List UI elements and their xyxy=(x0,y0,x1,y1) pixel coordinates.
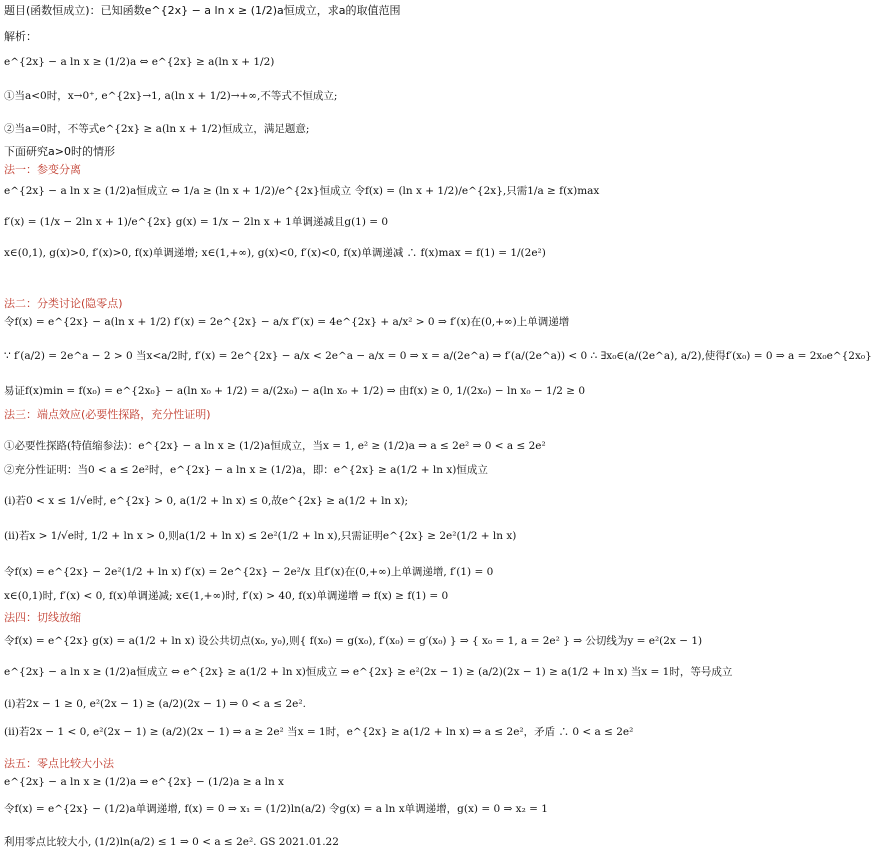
section-heading: 法五：零点比较大小法 xyxy=(4,757,114,770)
text-line: e^{2x} − a ln x ≥ (1/2)a恒成立 ⇔ 1/a ≥ (ln x + 1/2)/e^{2x}恒成立 令f(x) = (ln x + 1/2)/e^{2x},只需1/a ≥ f(x)max xyxy=(4,185,600,197)
section-heading: 法一：参变分离 xyxy=(4,163,81,176)
section-heading: 法二：分类讨论(隐零点) xyxy=(4,297,123,310)
text-line: 令f(x) = e^{2x} g(x) = a(1/2 + ln x) 设公共切点(x₀, y₀),则{ f(x₀) = g(x₀), f′(x₀) = g′(x₀) } ⇒ { x₀ = 1, a = 2e² } ⇒ 公切线为y = e²(2x − 1) xyxy=(4,635,703,647)
text-line: e^{2x} − a ln x ≥ (1/2)a恒成立 ⇔ e^{2x} ≥ a(1/2 + ln x)恒成立 ⇒ e^{2x} ≥ e²(2x − 1) ≥ (a/2)(2x − 1) ≥ a(1/2 + ln x) 当x = 1时，等号成立 xyxy=(4,666,733,678)
text-line: 题目(函数恒成立)：已知函数e^{2x} − a ln x ≥ (1/2)a恒成立，求a的取值范围 xyxy=(4,4,401,17)
section-heading: 法三：端点效应(必要性探路，充分性证明) xyxy=(4,408,211,421)
text-line: 解析： xyxy=(4,30,37,43)
section-heading: 法四：切线放缩 xyxy=(4,611,81,624)
text-line: e^{2x} − a ln x ≥ (1/2)a ⇔ e^{2x} ≥ a(ln x + 1/2) xyxy=(4,56,275,68)
text-line: 利用零点比较大小, (1/2)ln(a/2) ≤ 1 ⇒ 0 < a ≤ 2e². GS 2021.01.22 xyxy=(4,836,339,848)
text-line: 令f(x) = e^{2x} − 2e²(1/2 + ln x) f′(x) = 2e^{2x} − 2e²/x 且f′(x)在(0,+∞)上单调递增, f′(1) = 0 xyxy=(4,566,494,578)
text-line: ∵ f′(a/2) = 2e^a − 2 > 0 当x<a/2时, f′(x) = 2e^{2x} − a/x < 2e^a − a/x = 0 ⇒ x = a/(2e^a) ⇒ f′(a/(2e^a)) < 0 ∴ ∃x₀∈(a/(2e^a), a/2),使得f′(x₀) = 0 ⇒ a = 2x₀e^{2x₀} xyxy=(4,350,872,362)
text-line: (i)若0 < x ≤ 1/√e时, e^{2x} > 0, a(1/2 + ln x) ≤ 0,故e^{2x} ≥ a(1/2 + ln x); xyxy=(4,495,409,507)
text-line: 令f(x) = e^{2x} − (1/2)a单调递增, f(x) = 0 ⇒ x₁ = (1/2)ln(a/2) 令g(x) = a ln x单调递增，g(x) = 0 ⇒ x₂ = 1 xyxy=(4,803,548,815)
text-line: 易证f(x)min = f(x₀) = e^{2x₀} − a(ln x₀ + 1/2) = a/(2x₀) − a(ln x₀ + 1/2) ⇒ 由f(x) ≥ 0, 1/(2x₀) − ln x₀ − 1/2 ≥ 0 xyxy=(4,385,586,397)
text-line: ①必要性探路(特值缩参法)：e^{2x} − a ln x ≥ (1/2)a恒成立，当x = 1, e² ≥ (1/2)a ⇒ a ≤ 2e² ⇒ 0 < a ≤ 2e² xyxy=(4,440,546,452)
text-line: 令f(x) = e^{2x} − a(ln x + 1/2) f′(x) = 2e^{2x} − a/x f″(x) = 4e^{2x} + a/x² > 0 ⇒ f′(x)在(0,+∞)上单调递增 xyxy=(4,316,570,328)
text-line: f′(x) = (1/x − 2ln x + 1)/e^{2x} g(x) = 1/x − 2ln x + 1单调递减且g(1) = 0 xyxy=(4,216,389,228)
text-line: ①当a<0时，x→0⁺, e^{2x}→1, a(ln x + 1/2)→+∞,不等式不恒成立; xyxy=(4,90,338,102)
text-line: (ii)若2x − 1 < 0, e²(2x − 1) ≥ (a/2)(2x − 1) ⇒ a ≥ 2e² 当x = 1时，e^{2x} ≥ a(1/2 + ln x) ⇒ a ≤ 2e²，矛盾 ∴ 0 < a ≤ 2e² xyxy=(4,726,634,738)
text-line: 下面研究a>0时的情形 xyxy=(4,145,115,158)
text-line: ②当a=0时，不等式e^{2x} ≥ a(ln x + 1/2)恒成立，满足题意; xyxy=(4,123,310,135)
text-line: ②充分性证明：当0 < a ≤ 2e²时，e^{2x} − a ln x ≥ (1/2)a，即：e^{2x} ≥ a(1/2 + ln x)恒成立 xyxy=(4,464,488,476)
text-line: x∈(0,1)时, f′(x) < 0, f(x)单调递减; x∈(1,+∞)时, f′(x) > 40, f(x)单调递增 ⇒ f(x) ≥ f(1) = 0 xyxy=(4,590,449,602)
text-line: x∈(0,1), g(x)>0, f′(x)>0, f(x)单调递增; x∈(1,+∞), g(x)<0, f′(x)<0, f(x)单调递减 ∴ f(x)max = f(1) = 1/(2e²) xyxy=(4,247,546,259)
text-line: e^{2x} − a ln x ≥ (1/2)a ⇒ e^{2x} − (1/2)a ≥ a ln x xyxy=(4,776,284,788)
text-line: (ii)若x > 1/√e时, 1/2 + ln x > 0,则a(1/2 + ln x) ≤ 2e²(1/2 + ln x),只需证明e^{2x} ≥ 2e²(1/2 + ln x) xyxy=(4,530,517,542)
text-line: (i)若2x − 1 ≥ 0, e²(2x − 1) ≥ (a/2)(2x − 1) ⇒ 0 < a ≤ 2e². xyxy=(4,698,306,710)
